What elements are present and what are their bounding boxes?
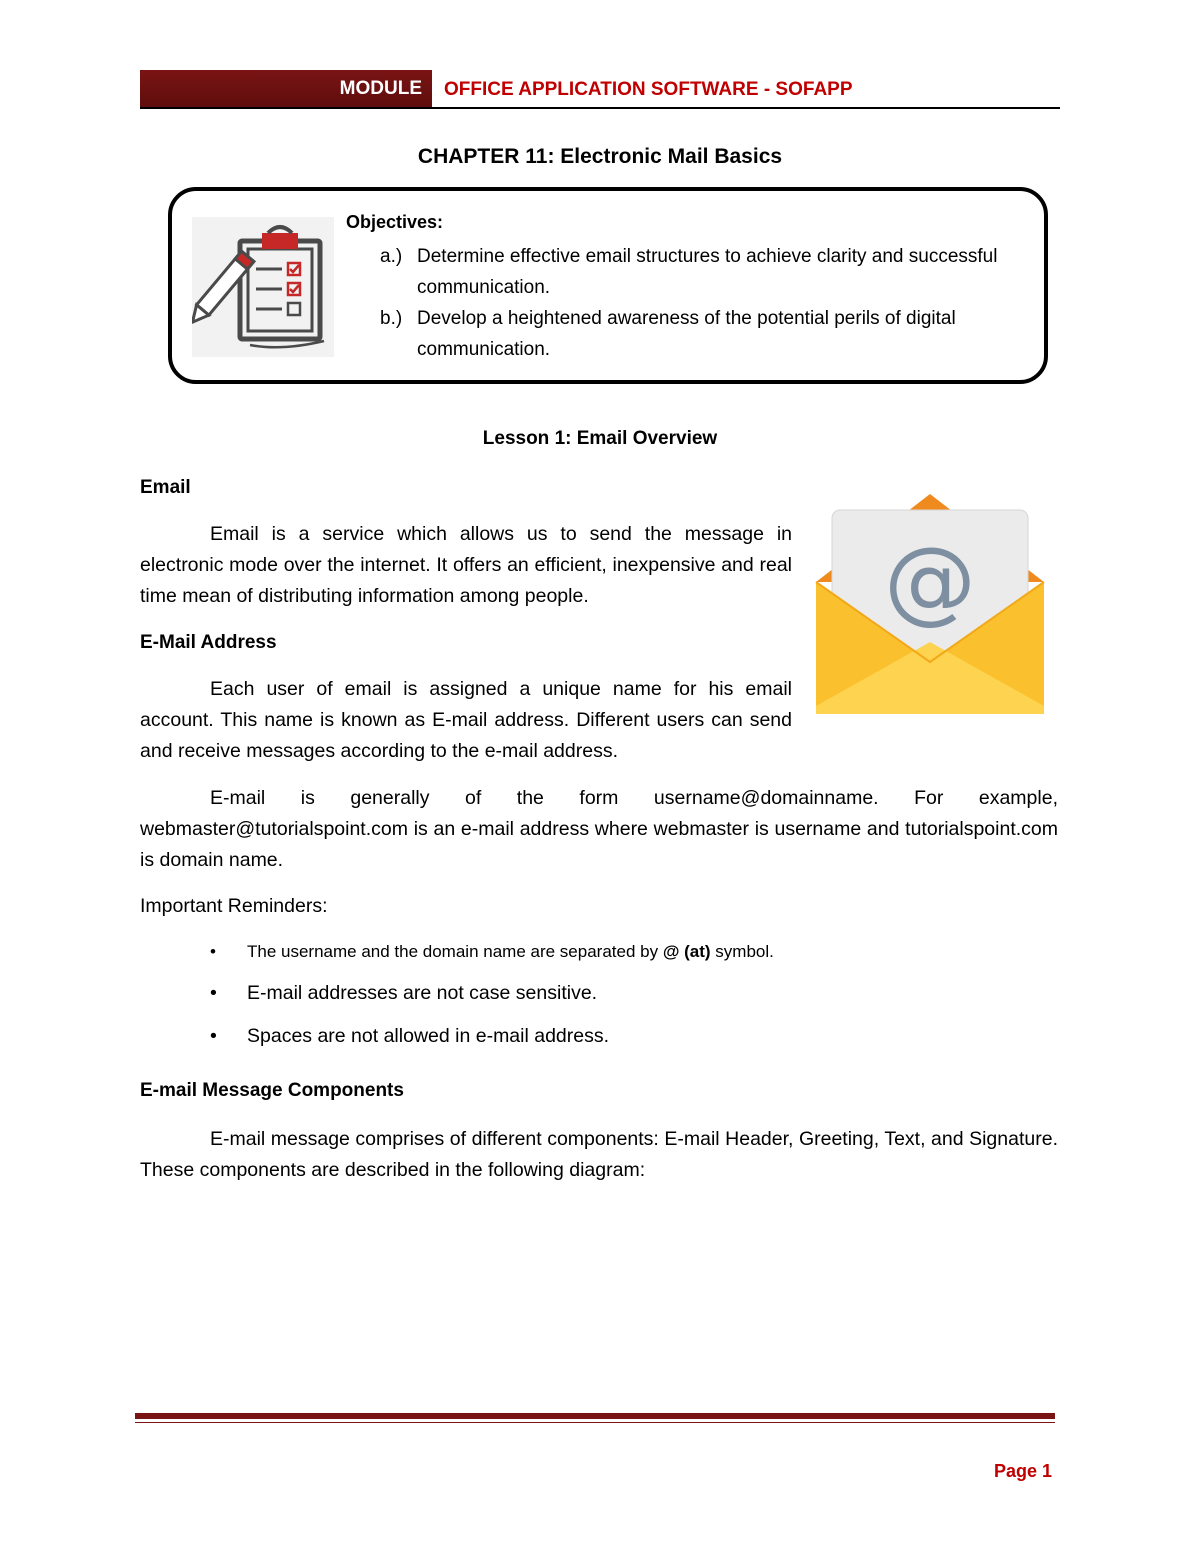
- objective-marker: a.): [380, 246, 403, 267]
- list-item: [210, 1025, 1060, 1048]
- reminders-list: [210, 942, 1060, 1048]
- objective-text: Determine effective email structures to achieve clarity and successful communication.: [417, 246, 998, 298]
- address-paragraph: Each user of email is assigned a unique name for his email account. This name is known as E-mail address. Different users can send and receive messages according to the e-mail address.: [140, 678, 792, 762]
- svg-text:@: @: [884, 527, 976, 634]
- bullet-text: symbol.: [710, 942, 774, 961]
- objectives-heading: Objectives:: [346, 212, 444, 232]
- objective-text: Develop a heightened awareness of the potential perils of digital communication.: [417, 308, 956, 360]
- header-divider: [140, 107, 1060, 109]
- bullet-icon: •: [210, 942, 216, 961]
- section-heading-address: E-Mail Address: [140, 632, 277, 653]
- section-heading-email: Email: [140, 477, 191, 498]
- list-item: [210, 942, 1060, 962]
- email-paragraph: Email is a service which allows us to send the message in electronic mode over the internet. It offers an efficient, inexpensive and real time mean of distributing information among people.: [140, 523, 792, 607]
- bullet-icon: •: [210, 1025, 217, 1047]
- section-heading-components: E-mail Message Components: [140, 1080, 404, 1101]
- bullet-text: Spaces are not allowed in e-mail address.: [247, 1025, 610, 1047]
- bullet-text: E-mail addresses are not case sensitive.: [247, 982, 598, 1004]
- objective-marker: b.): [380, 308, 403, 329]
- footer-divider-thin: [135, 1422, 1055, 1423]
- bullet-bold-text: @ (at): [662, 942, 711, 961]
- module-label: MODULE: [140, 70, 432, 108]
- section-heading-reminders: Important Reminders:: [140, 895, 328, 917]
- objective-item-b: [380, 303, 1020, 365]
- page-number: Page 1: [994, 1461, 1053, 1481]
- envelope-at-sign-icon: [812, 492, 1048, 720]
- course-title: OFFICE APPLICATION SOFTWARE - SOFAPP: [444, 79, 853, 100]
- bullet-text: The username and the domain name are separated by: [247, 942, 663, 961]
- bullet-icon: •: [210, 982, 217, 1004]
- components-paragraph: E-mail message comprises of different components: E-mail Header, Greeting, Text, and Signature. These components are described in the following diagram:: [140, 1128, 1058, 1181]
- list-item: [210, 982, 1060, 1005]
- objectives-list: [380, 241, 1020, 365]
- lesson-title: Lesson 1: Email Overview: [482, 428, 718, 449]
- objective-item-a: [380, 241, 1020, 303]
- chapter-title: CHAPTER 11: Electronic Mail Basics: [417, 145, 783, 168]
- clipboard-checklist-pencil-icon: [192, 217, 334, 357]
- footer-divider: [135, 1413, 1055, 1419]
- address-example-paragraph: E-mail is generally of the form username@domainname. For example, webmaster@tutorialspoint.com is an e-mail address where webmaster is username and tutorialspoint.com is domain name.: [140, 787, 1058, 871]
